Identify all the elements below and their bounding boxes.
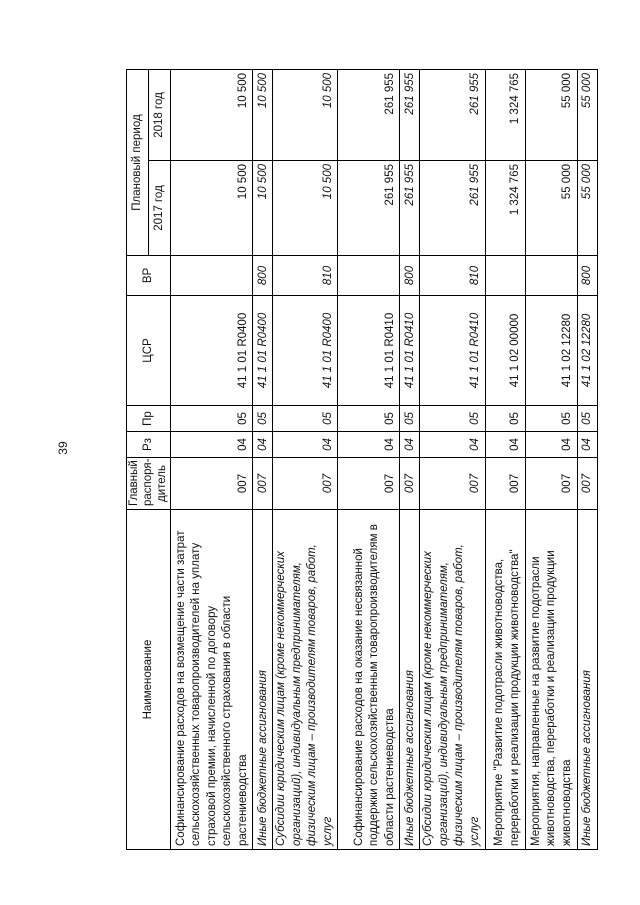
cell-vr: 800 <box>400 256 420 296</box>
header-rz: Рз <box>127 432 171 458</box>
header-csr: ЦСР <box>127 296 171 406</box>
cell-csr: 41 1 02 12280 <box>577 296 597 406</box>
cell-rz: 04 <box>171 432 253 458</box>
table-body <box>171 69 597 849</box>
cell-pr: 05 <box>525 406 577 432</box>
cell-admin: 007 <box>400 458 420 510</box>
table-row <box>273 69 338 849</box>
cell-2018: 261 955 <box>400 69 420 160</box>
cell-2018: 10 500 <box>253 69 273 160</box>
table-row <box>171 69 253 849</box>
cell-vr <box>338 256 400 296</box>
header-planning-period: Плановый период <box>127 69 149 255</box>
cell-pr: 05 <box>253 406 273 432</box>
cell-csr: 41 1 01 R0400 <box>253 296 273 406</box>
cell-pr: 05 <box>485 406 525 432</box>
cell-csr: 41 1 01 R0410 <box>338 296 400 406</box>
cell-2018: 1 324 765 <box>485 69 525 160</box>
cell-2018: 55 000 <box>577 69 597 160</box>
header-2017: 2017 год <box>149 161 171 256</box>
header-admin: Главный распоря-дитель <box>127 458 171 510</box>
cell-csr: 41 1 02 12280 <box>525 296 577 406</box>
cell-name: Мероприятия, направленные на развитие подотрасли животноводства, переработки и реализации продукции животноводства <box>525 510 577 850</box>
cell-2017: 10 500 <box>273 161 338 256</box>
cell-name: Иные бюджетные ассигнования <box>400 510 420 850</box>
rotated-table-container <box>126 70 593 850</box>
cell-admin: 007 <box>253 458 273 510</box>
budget-table-frame <box>126 70 593 850</box>
budget-table <box>126 69 598 850</box>
table-row <box>338 69 400 849</box>
cell-2017: 261 955 <box>420 161 485 256</box>
table-row <box>485 69 525 849</box>
table-row <box>400 69 420 849</box>
cell-rz: 04 <box>400 432 420 458</box>
cell-admin: 007 <box>485 458 525 510</box>
cell-2017: 10 500 <box>171 161 253 256</box>
cell-rz: 04 <box>338 432 400 458</box>
cell-2017: 55 000 <box>525 161 577 256</box>
cell-2017: 261 955 <box>338 161 400 256</box>
cell-pr: 05 <box>420 406 485 432</box>
cell-vr: 800 <box>577 256 597 296</box>
cell-vr <box>525 256 577 296</box>
cell-csr: 41 1 01 R0410 <box>400 296 420 406</box>
cell-pr: 05 <box>338 406 400 432</box>
cell-vr: 810 <box>273 256 338 296</box>
cell-vr: 800 <box>253 256 273 296</box>
cell-csr: 41 1 01 R0400 <box>171 296 253 406</box>
cell-name: Софинансирование расходов на оказание несвязанной поддержки сельскохозяйственным товаропроизводителям в области растениеводства <box>338 510 400 850</box>
cell-pr: 05 <box>400 406 420 432</box>
header-pr: Пр <box>127 406 171 432</box>
cell-rz: 04 <box>273 432 338 458</box>
header-2018: 2018 год <box>149 69 171 160</box>
cell-2017: 261 955 <box>400 161 420 256</box>
cell-rz: 04 <box>577 432 597 458</box>
page-number: 39 <box>56 441 70 455</box>
cell-rz: 04 <box>525 432 577 458</box>
cell-2018: 261 955 <box>420 69 485 160</box>
cell-admin: 007 <box>525 458 577 510</box>
table-row <box>577 69 597 849</box>
cell-csr: 41 1 01 R0410 <box>420 296 485 406</box>
cell-rz: 04 <box>420 432 485 458</box>
cell-name: Субсидии юридическим лицам (кроме некоммерческих организаций), индивидуальным предпринимателям, физическим лицам – производителям товаров, работ, услуг <box>420 510 485 850</box>
cell-name: Иные бюджетные ассигнования <box>577 510 597 850</box>
table-row <box>253 69 273 849</box>
cell-csr: 41 1 02 00000 <box>485 296 525 406</box>
cell-pr: 05 <box>171 406 253 432</box>
cell-rz: 04 <box>253 432 273 458</box>
cell-2017: 1 324 765 <box>485 161 525 256</box>
table-row <box>525 69 577 849</box>
cell-2018: 261 955 <box>338 69 400 160</box>
cell-name: Иные бюджетные ассигнования <box>253 510 273 850</box>
cell-pr: 05 <box>577 406 597 432</box>
cell-2017: 10 500 <box>253 161 273 256</box>
table-row <box>420 69 485 849</box>
cell-rz: 04 <box>485 432 525 458</box>
cell-2018: 10 500 <box>171 69 253 160</box>
cell-2018: 55 000 <box>525 69 577 160</box>
cell-vr: 810 <box>420 256 485 296</box>
cell-pr: 05 <box>273 406 338 432</box>
cell-vr <box>485 256 525 296</box>
cell-admin: 007 <box>273 458 338 510</box>
cell-admin: 007 <box>171 458 253 510</box>
header-name: Наименование <box>127 510 171 850</box>
cell-vr <box>171 256 253 296</box>
cell-name: Софинансирование расходов на возмещение части затрат сельскохозяйственных товаропроизводителей на уплату страховой премии, начисленной по договору сельскохозяйственного страхования в области растениеводства <box>171 510 253 850</box>
cell-name: Мероприятие "Развитие подотрасли животноводства, переработки и реализации продукции животноводства" <box>485 510 525 850</box>
cell-admin: 007 <box>577 458 597 510</box>
cell-2018: 10 500 <box>273 69 338 160</box>
cell-admin: 007 <box>338 458 400 510</box>
header-vr: ВР <box>127 256 171 296</box>
cell-admin: 007 <box>420 458 485 510</box>
cell-name: Субсидии юридическим лицам (кроме некоммерческих организаций), индивидуальным предпринимателям, физическим лицам – производителям товаров, работ, услуг <box>273 510 338 850</box>
cell-2017: 55 000 <box>577 161 597 256</box>
cell-csr: 41 1 01 R0400 <box>273 296 338 406</box>
